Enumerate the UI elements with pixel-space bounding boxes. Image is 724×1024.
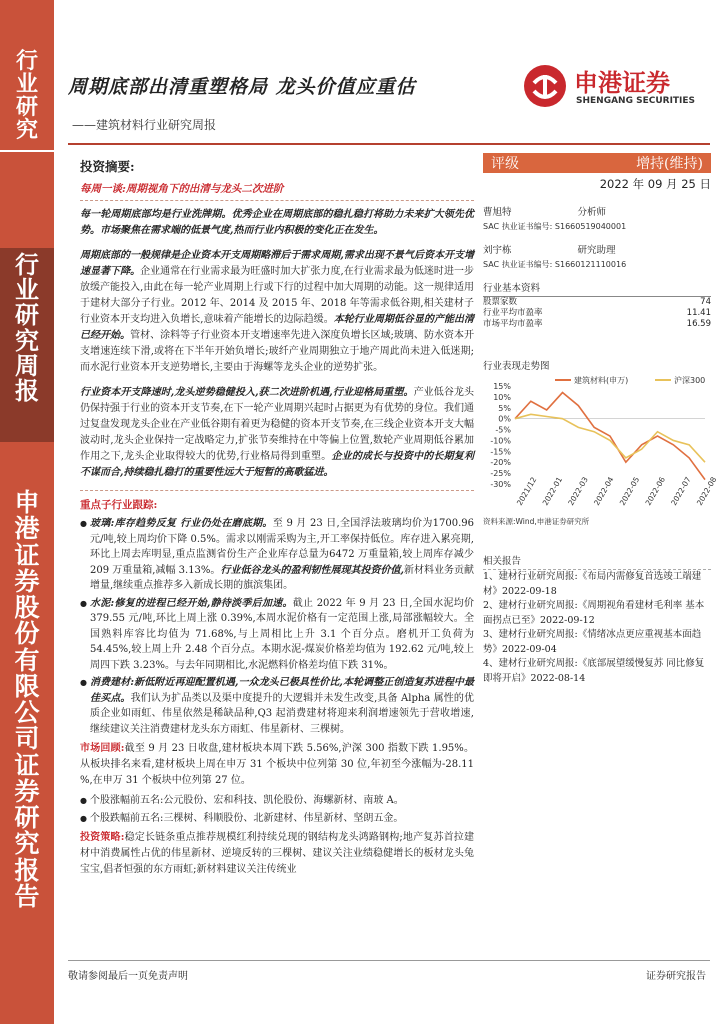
y-tick-label: -15% [490,447,511,457]
sidebar-char: 研 [15,300,39,330]
sidebar-char: 业 [15,71,38,98]
analyst-row [483,242,711,256]
divider [80,200,474,201]
series-line [515,414,705,462]
market-text: 截至 9 月 23 日收盘,建材板块本周下跌 5.56%,沪深 300 指数下跌 1.95%。从板块排名来看,建材板块上周在申万 31 个板块中位列第 30 位,年初至今涨幅为-28.11 %,在申万 31 个板块中位列第 27 位。 [80,743,474,786]
bullet-head: 玻璃:库存趋势反复 行业仍处在磨底期。 [90,518,273,529]
sidebar-char: 港 [14,514,40,544]
sidebar-char: 券 [14,566,40,596]
sidebar-char: 份 [14,619,40,649]
x-tick-label: 2022-07 [669,475,693,507]
right-panel [483,153,719,686]
list-item: ● 个股跌幅前五名:三棵树、科顺股份、北新建材、伟星新材、坚朗五金。 [80,811,474,827]
bullet-text: 截止 2022 年 9 月 23 日,全国水泥均价 379.55 元/吨,环比上周上涨 0.39%,本周水泥价格有一定范围上涨,局部涨幅较大。全国熟料库容比均值为 71.68%,与上周相比上升 3.1 个百分点。磨机开工负荷为 54.45%,较上周上升 2.48 个百分点。本期水泥-煤炭价格差均值为 192.62 元/吨,较上周四下跌 3.23%。与去年同期相比,水泥燃料价格差均值下跌 31%。 [90,597,474,671]
company-logo [522,63,712,113]
y-tick-label: 0% [498,414,511,424]
bullet-text: 我们认为扩品类以及渠中度提升的大逻辑并未发生改变,具备 Alpha 属性的优质企业如雨虹、伟星依然是稀缺品种,Q3 起消费建材将迎来利润增速领先于营收增速,继续建议关注消费建材龙头东方雨虹、伟星新材、三棵树。 [90,692,475,735]
basic-key: 行业平均市盈率 [483,308,543,318]
bullet-head2: 行业低谷龙头的盈利韧性展现其投资价值, [220,564,404,576]
list-item [80,596,474,674]
subindustry-list [80,516,474,737]
x-tick-label: 2022-05 [617,475,642,507]
p3-bold2: 企业的成长与投资中的长期复利不谋而合,持续稳扎稳打的重要性远大于短暂的高歌猛进。 [80,451,474,478]
paragraph-3 [80,385,474,481]
sidebar-char: 限 [14,671,40,701]
basic-row [483,319,711,330]
footer-disclaimer: 敬请参阅最后一页免责声明 [68,971,188,982]
x-tick-label: 2022-08 [694,475,719,507]
strategy [80,830,474,878]
report-title: 周期底部出清重塑格局 龙头价值应重估 [68,76,416,98]
rating-bar [483,153,711,173]
sidebar-char: 研 [14,803,40,832]
sidebar-char: 告 [14,881,40,911]
sidebar-char: 究 [15,325,39,355]
y-tick-label: -20% [490,458,511,468]
related-reports-title: 相关报告 [483,553,711,570]
sidebar-char: 申 [14,488,40,517]
header-rule [68,143,710,145]
x-tick-label: 2021/12 [514,475,539,507]
analyst-row [483,204,711,218]
p2-text2: 管材、涂料等子行业资本开支增速率先进入深度负增长区域;玻璃、防水资本开支增速连续下滑,或将在下半年开始负增长;玻纤产业周期独立于地产周此尚未进入低迷期;而水泥行业资本开支逆势增长,主要由于海螺等龙头企业的逆势扩张。 [80,330,475,373]
weekly-topic-title: 每周一谈:周期视角下的出清与龙头二次进阶 [80,183,284,195]
bullet-head: 消费建材:新低附近再迎配置机遇,一众龙头已极具性价比,本轮调整正创造复苏进程中最佳买点。 [90,677,474,704]
sidebar-char: 报 [15,375,39,405]
bullet-head: 水泥:修复的进程已经开始,静待淡季后加速。 [90,597,293,609]
analyst-role: 研究助理 [577,245,616,256]
basic-value: 74 [700,297,711,307]
basic-value: 16.59 [686,319,711,329]
sidebar-char: 究 [14,829,40,859]
basic-key: 市场平均市盈率 [483,319,543,329]
sidebar-char: 报 [14,855,40,885]
y-tick-label: 10% [493,392,511,402]
y-tick-label: -5% [495,425,511,435]
x-tick-label: 2022-03 [566,475,590,507]
related-report[interactable]: 4、建材行业研究周报:《底部展望缓慢复苏 同比修复即将开启》2022-08-14 [483,658,705,684]
market-review [80,741,474,789]
stock-list [80,793,474,826]
basic-row [483,297,711,308]
legend-label: 沪深300 [674,376,706,385]
strategy-head: 投资策略: [80,832,125,843]
p2-text: 企业通常在行业需求最为旺盛时加大扩张力度,在行业需求最为低迷时进一步放缓产能投入,由此在每一轮产业周期上行或下行的过程中加大周期的动能。这一规律适用于建材大部分子行业。2012 年、2014 及 2015 年、2018 年等需求低谷期,相关建材子行业资本开支均进入负增长,意味着产能增长的边际趋缓。 [80,266,474,325]
sidebar-char: 有 [14,645,40,675]
sidebar-char: 股 [14,593,40,622]
sidebar-company-name [0,490,54,910]
sidebar-char: 业 [15,275,39,305]
analyst-name: 曹旭特 [483,207,512,218]
sidebar-char: 行 [15,48,38,74]
performance-chart [483,372,719,510]
p2-bold: 周期底部的一般规律是企业资本开支周期略滞后于需求周期,需求出现不景气后资本开支增速显著下降。 [80,250,474,277]
x-tick-label: 2022-04 [592,475,616,507]
rating-value: 增持(维持) [636,156,703,172]
sidebar-char: 究 [15,117,38,144]
y-tick-label: -30% [490,480,511,489]
y-tick-label: 5% [498,403,511,413]
bullet-text2: 新材料业务贡献增量,继续重点推荐多入新成长期的旗滨集团。 [90,564,475,591]
footer-label: 证券研究报告 [646,971,706,982]
sidebar-char: 周 [15,350,39,380]
strategy-text: 稳定长链条重点推荐规模红利持续兑现的钢结构龙头鸿路钢构;地产复苏首拉建材中消费属性占优的伟星新材、逆境反转的三棵树、建议关注业绩稳健增长的板材龙头兔宝宝,倡者恒强的东方雨虹;新材料建议关注传统业 [80,832,474,875]
y-tick-label: -10% [490,436,511,446]
analyst-name: 刘宇栋 [483,245,512,256]
y-tick-label: -25% [490,469,511,479]
main-content [66,153,474,882]
sidebar-char: 证 [14,540,40,570]
series-line [515,393,705,480]
list-item [80,675,474,737]
paragraph-1: 每一轮周期底部均是行业洗牌期。优秀企业在周期底部的稳扎稳打将助力未来扩大领先优势。市场聚焦在需求端的低景气度,热而行业内积极的变化正在发生。 [80,209,474,236]
basic-row [483,308,711,319]
chart-source: 资料来源:Wind,申港证券研究所 [483,517,590,526]
sidebar-weekly-report [0,248,54,442]
bullet-text: 至 9 月 23 日,全国浮法玻璃均价为1700.96 元/吨,较上周均价下降 0.5%。需求以刚需采购为主,开工率保持低位。库存进入累亮期,环比上周去库明显,重点监测省份生产企业库存总量为6472 万重量箱,较上周库存减少 209 万重量箱,减幅 3.13%。 [90,518,474,576]
sidebar-char: 研 [15,94,38,121]
analyst-block [483,204,711,270]
analyst-role: 分析师 [577,207,607,218]
list-item: ● 个股涨幅前五名:公元股份、宏和科技、凯伦股份、海螺新材、南玻 A。 [80,793,474,809]
related-report[interactable]: 1、建材行业研究周报:《布局内需修复首选竣工端建材》2022-09-18 [483,571,702,597]
y-tick-label: 15% [493,382,511,391]
report-date: 2022 年 09 月 25 日 [599,177,711,191]
related-report[interactable]: 3、建材行业研究周报:《情绪冰点更应重视基本面趋势》2022-09-04 [483,629,702,655]
related-report[interactable]: 2、建材行业研究周报:《周期视角看建材毛利率 基本面拐点已至》2022-09-12 [483,600,705,626]
logo-mark-icon [522,63,568,109]
p2-bold2: 本轮行业周期低谷显的产能出清已经开始。 [80,314,475,341]
sidebar-char: 行 [15,250,39,279]
p3-bold: 行业资本开支降速时,龙头逆势稳健投入,获二次进阶机遇,行业迎格局重塑。 [80,387,414,398]
analyst-cert: SAC 执业证书编号: S1660519040001 [483,222,627,231]
track-title: 重点子行业跟踪: [80,499,158,511]
sidebar-divider [0,150,54,152]
market-head: 市场回顾: [80,743,125,754]
sidebar [0,0,54,1024]
basic-info-title: 行业基本资料 [483,280,711,297]
divider [80,490,474,491]
x-tick-label: 2022-06 [643,475,667,507]
list-item [80,516,474,594]
paragraph-2 [80,248,474,376]
report-subtitle: ——建筑材料行业研究周报 [72,118,217,132]
sidebar-char: 司 [14,724,40,754]
logo-text-en: SHENGANG SECURITIES [576,96,696,106]
basic-value: 11.41 [686,308,711,318]
rating-label: 评级 [491,156,519,172]
sidebar-char: 证 [14,750,40,780]
legend-label: 建筑材料(申万) [574,376,629,385]
basic-key: 股票家数 [483,297,518,307]
analyst-cert: SAC 执业证书编号: S1660121110016 [483,260,627,269]
sidebar-industry-research [0,50,54,142]
x-tick-label: 2022-01 [540,475,565,507]
p3-text: 产业低谷龙头仍保持强于行业的资本开支节奏,在下一轮产业周期兴起时占据更为有优势的身位。我们通过复盘发现龙头企业在产业低谷期有着更为稳健的资本开支节奏,在三线企业资本开支大幅波动时,龙头企业保持一定战略定力,扩张节奏维持在中等偏上位置,数轮产业周期低谷累加作用之下,龙头企业取得较大的优势,行业格局得到重塑。 [80,387,475,462]
chart-title: 行业表现走势图 [483,361,550,372]
section-title: 投资摘要: [80,159,135,174]
sidebar-char: 券 [14,776,40,806]
sidebar-char: 公 [14,698,40,727]
footer-rule [68,960,710,961]
logo-text-cn: 申港证券 [574,69,670,97]
